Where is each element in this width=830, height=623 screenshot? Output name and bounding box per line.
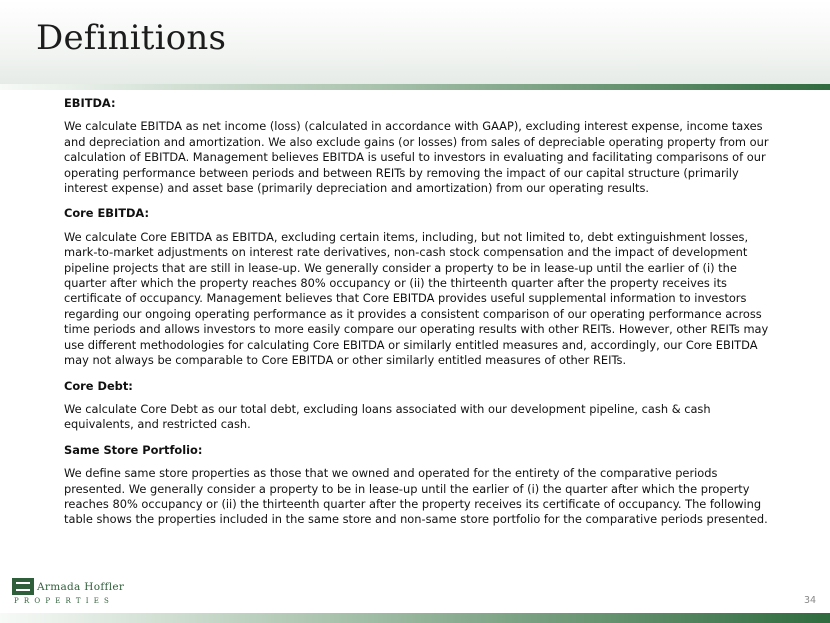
section-heading-core-debt: Core Debt: <box>64 378 133 393</box>
section-heading-same-store: Same Store Portfolio: <box>64 442 203 457</box>
section-body-core-debt: We calculate Core Debt as our total debt, excluding loans associated with our development pipeline, cash & cash equivalents, and restricted cash. <box>64 401 711 432</box>
logo-mark-icon <box>12 578 34 595</box>
section-heading-core-ebitda: Core EBITDA: <box>64 206 150 221</box>
page-number: 34 <box>804 595 817 606</box>
logo-subtitle: PROPERTIES <box>14 597 115 605</box>
footer-divider <box>0 613 830 623</box>
header-divider <box>0 84 830 90</box>
definitions-content <box>64 96 772 538</box>
section-body-ebitda: We calculate EBITDA as net income (loss) (calculated in accordance with GAAP), excluding interest expense, income taxes and depreciation and amortization. We also exclude gains (or losses) from sales of depreciable operating property from our calculation of EBITDA. Management believes EBITDA is useful to investors in evaluating and facilitating comparisons of our operating performance between periods and between REITs by removing the impact of our capital structure (primarily interest expense) and asset base (primarily depreciation and amortization) from our operating results. <box>64 119 769 196</box>
logo-name: Armada Hoffler <box>37 580 125 593</box>
section-body-same-store: We define same store properties as those that we owned and operated for the entirety of the comparative periods presented. We generally consider a property to be in lease-up until the earlier of (i) the quarter after which the property reaches 80% occupancy or (ii) the thirteenth quarter after the property receives its certificate of occupancy. The following table shows the properties included in the same store and non-same store portfolio for the comparative periods presented. <box>64 466 768 527</box>
company-logo <box>12 578 125 608</box>
page-title: Definitions <box>36 18 227 58</box>
section-body-core-ebitda: We calculate Core EBITDA as EBITDA, excluding certain items, including, but not limited to, debt extinguishment losses, mark-to-market adjustments on interest rate derivatives, non-cash stock compensation and the impact of development pipeline projects that are still in lease-up. We generally consider a property to be in lease-up until the earlier of (i) the quarter after which the property reaches 80% occupancy or (ii) the thirteenth quarter after the property receives its certificate of occupancy. Management believes that Core EBITDA provides useful supplemental information to investors regarding our ongoing operating performance as it provides a consistent comparison of our operating performance across time periods and allows investors to more easily compare our operating results with other REITs. However, other REITs may use different methodologies for calculating Core EBITDA or similarly entitled measures and, accordingly, our Core EBITDA may not always be comparable to Core EBITDA or other similarly entitled measures of other REITs. <box>64 229 769 368</box>
section-heading-ebitda: EBITDA: <box>64 96 116 110</box>
